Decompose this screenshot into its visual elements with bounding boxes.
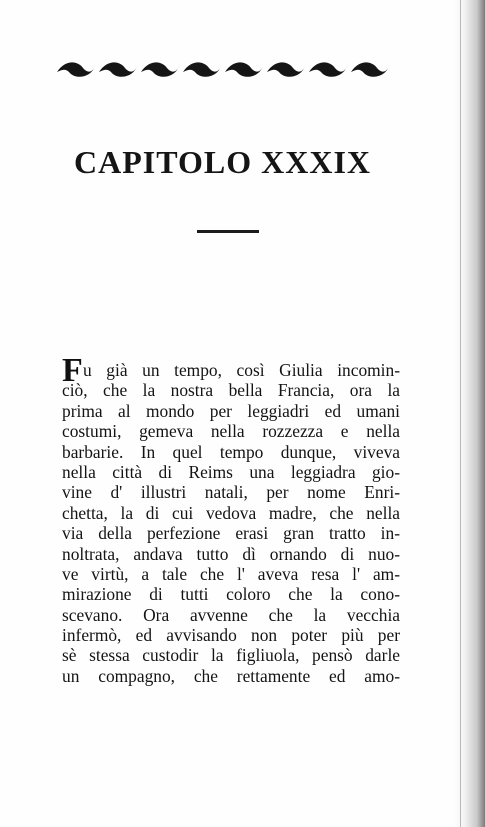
text-line: mirazione di tutti coloro che la cono- xyxy=(62,584,400,605)
text-line: barbarie. In quel tempo dunque, viveva xyxy=(62,441,400,462)
text-line: infermò, ed avvisando non poter più per xyxy=(62,625,400,646)
chapter-body-paragraph xyxy=(62,360,400,686)
text-line: noltrata, andava tutto dì ornando di nuo- xyxy=(62,543,400,564)
text-line: ve virtù, a tale che l' aveva resa l' am- xyxy=(62,563,400,584)
text-line: nella città di Reims una leggiadra gio- xyxy=(62,461,400,482)
chapter-title: CAPITOLO XXXIX xyxy=(74,144,371,180)
text-line: vine d' illustri natali, per nome Enri- xyxy=(62,482,400,503)
page-edge-line xyxy=(460,0,461,827)
drop-cap: F xyxy=(62,352,83,389)
title-rule xyxy=(197,230,259,233)
text-line: chetta, la di cui vedova madre, che nella xyxy=(62,502,400,523)
text-line: scevano. Ora avvenne che la vecchia xyxy=(62,604,400,625)
text-line: un compagno, che rettamente ed amo- xyxy=(62,665,400,686)
text-line: via della perfezione erasi gran tratto in- xyxy=(62,523,400,544)
text-line: costumi, gemeva nella rozzezza e nella xyxy=(62,421,400,442)
text-line: prima al mondo per leggiadri ed umani xyxy=(62,400,400,421)
text-line: u già un tempo, così Giulia incomin- xyxy=(83,360,400,380)
text-line: sè stessa custodir la figliuola, pensò darle xyxy=(62,645,400,666)
text-line: ciò, che la nostra bella Francia, ora la xyxy=(62,380,400,401)
page-gutter-shadow xyxy=(453,0,485,827)
decorative-ornament-band xyxy=(55,56,393,82)
